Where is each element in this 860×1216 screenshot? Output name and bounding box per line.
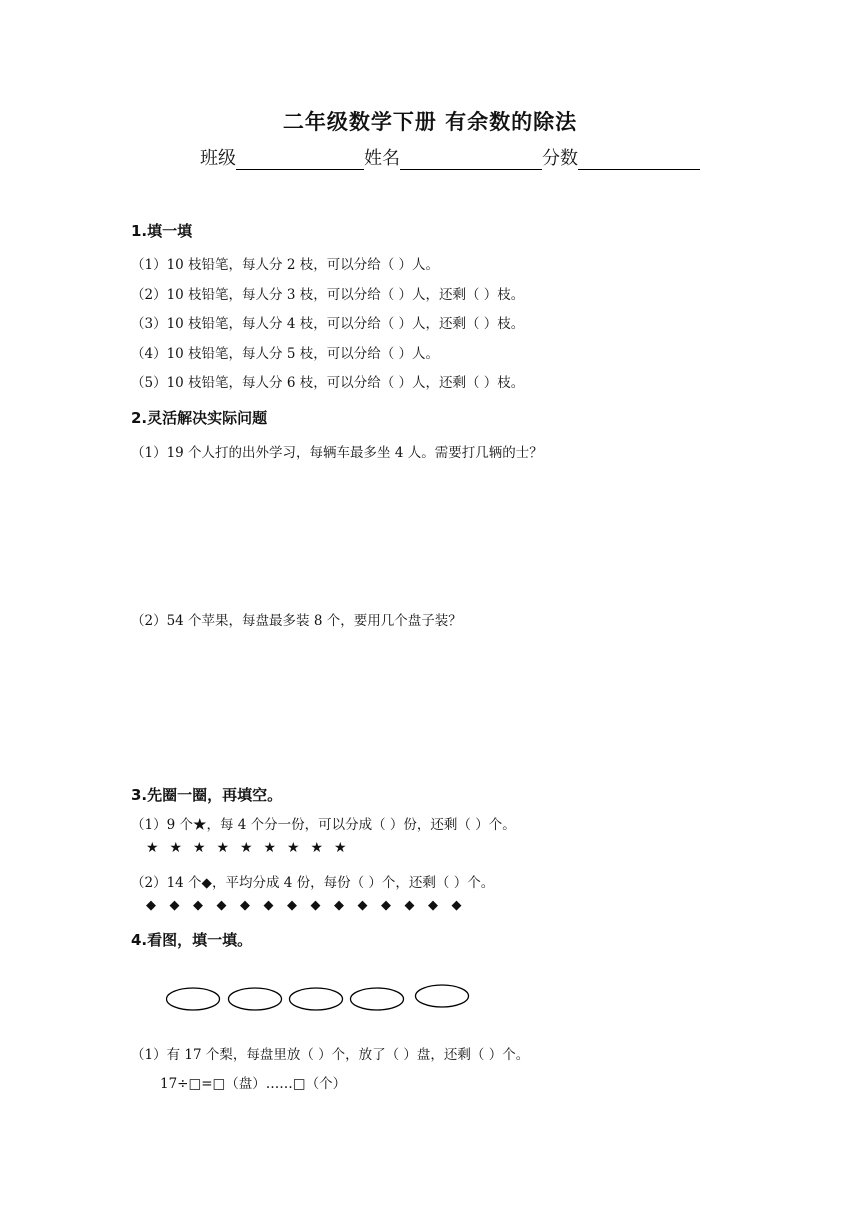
- star-row: [146, 840, 358, 856]
- section1-item-5: （5）10 枝铅笔，每人分 6 枝，可以分给（ ）人，还剩（ ）枝。: [131, 375, 525, 391]
- score-blank[interactable]: [578, 149, 700, 170]
- student-info-line: [200, 144, 700, 170]
- section3-heading: 3.先圈一圈，再填空。: [131, 786, 283, 804]
- section3-item-1: （1）9 个★，每 4 个分一份，可以分成（ ）份，还剩（ ）个。: [131, 817, 516, 833]
- section1-item-1: （1）10 枝铅笔，每人分 2 枝，可以分给（ ）人。: [131, 257, 440, 273]
- plate-ovals: [166, 984, 486, 1020]
- section1-item-2: （2）10 枝铅笔，每人分 3 枝，可以分给（ ）人，还剩（ ）枝。: [131, 287, 525, 303]
- star-icon: ★: [334, 840, 347, 856]
- diamond-icon: ◆: [428, 898, 438, 913]
- star-icon: ★: [216, 840, 230, 856]
- diamond-icon: ◆: [381, 898, 391, 913]
- class-blank[interactable]: [236, 149, 364, 170]
- diamond-icon: ◆: [146, 898, 156, 913]
- section1-heading: 1.填一填: [131, 222, 193, 240]
- star-icon: ★: [146, 840, 159, 856]
- star-icon: ★: [310, 840, 324, 856]
- diamond-icon: ◆: [451, 898, 462, 913]
- score-label: 分数: [542, 148, 578, 169]
- plate-oval-icon: [167, 988, 220, 1010]
- diamond-icon: ◆: [310, 898, 321, 913]
- plate-oval-icon: [351, 988, 404, 1010]
- plate-oval-icon: [229, 988, 282, 1010]
- diamond-icon: ◆: [334, 898, 344, 913]
- section4-heading: 4.看图，填一填。: [131, 931, 253, 949]
- section1-item-3: （3）10 枝铅笔，每人分 4 枝，可以分给（ ）人，还剩（ ）枝。: [131, 316, 525, 332]
- section1-item-4: （4）10 枝铅笔，每人分 5 枝，可以分给（ ）人。: [131, 346, 440, 362]
- diamond-row: [146, 898, 475, 913]
- name-label: 姓名: [364, 148, 400, 169]
- name-blank[interactable]: [400, 149, 542, 170]
- section2-item-2: （2）54 个苹果，每盘最多装 8 个，要用几个盘子装？: [131, 613, 462, 629]
- section3-item-2: （2）14 个◆，平均分成 4 份，每份（ ）个，还剩（ ）个。: [131, 875, 495, 891]
- class-label: 班级: [200, 148, 236, 169]
- star-icon: ★: [263, 840, 277, 856]
- diamond-icon: ◆: [216, 898, 227, 913]
- section4-equation: 17÷□=□（盘）……□（个）: [160, 1076, 347, 1092]
- diamond-icon: ◆: [404, 898, 415, 913]
- section2-heading: 2.灵活解决实际问题: [131, 409, 268, 427]
- diamond-icon: ◆: [263, 898, 274, 913]
- star-icon: ★: [240, 840, 253, 856]
- star-icon: ★: [287, 840, 300, 856]
- star-icon: ★: [193, 840, 206, 856]
- star-icon: ★: [169, 840, 183, 856]
- section2-item-1: （1）19 个人打的出外学习，每辆车最多坐 4 人。需要打几辆的士？: [131, 445, 543, 461]
- diamond-icon: ◆: [357, 898, 368, 913]
- diamond-icon: ◆: [240, 898, 250, 913]
- section4-item-1: （1）有 17 个梨，每盘里放（ ）个，放了（ ）盘，还剩（ ）个。: [131, 1047, 530, 1063]
- diamond-icon: ◆: [287, 898, 297, 913]
- diamond-icon: ◆: [169, 898, 180, 913]
- diamond-icon: ◆: [193, 898, 203, 913]
- plate-oval-icon: [290, 988, 343, 1010]
- page-title: 二年级数学下册 有余数的除法: [282, 110, 578, 134]
- plate-oval-icon: [416, 985, 469, 1007]
